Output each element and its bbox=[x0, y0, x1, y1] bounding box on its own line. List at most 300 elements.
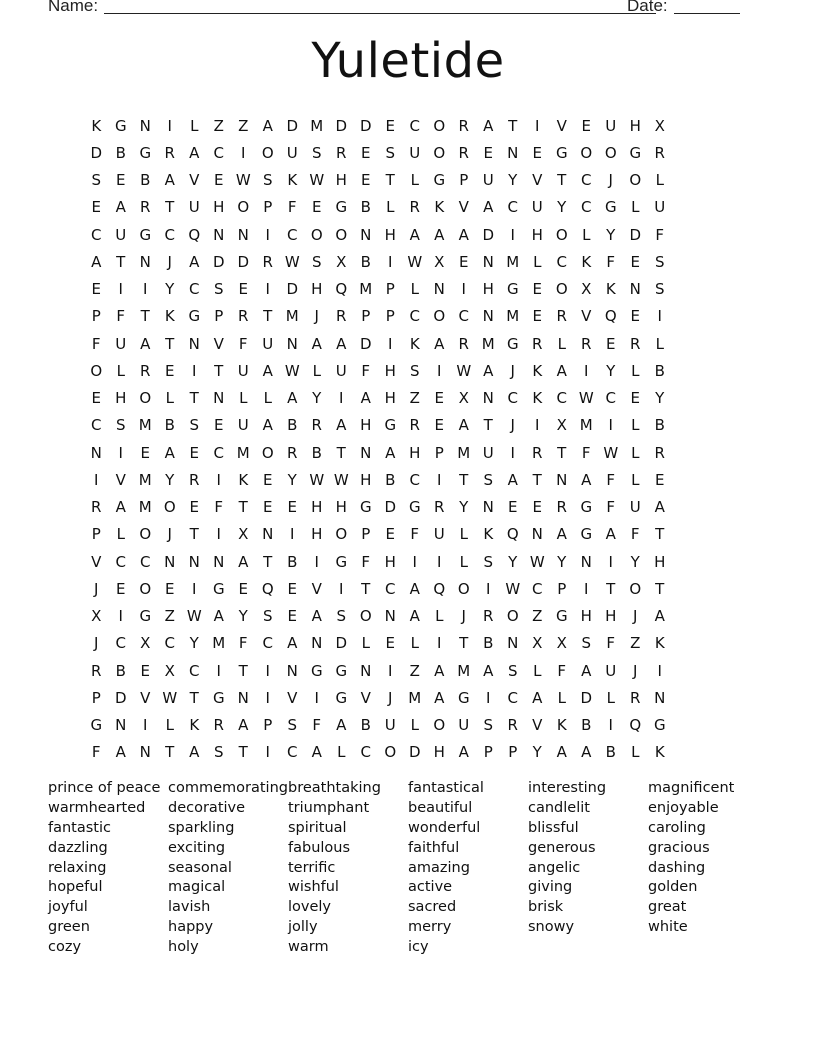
grid-letter: W bbox=[603, 443, 619, 462]
grid-letter: F bbox=[91, 743, 101, 762]
grid-letter: I bbox=[510, 443, 515, 462]
grid-letter: I bbox=[94, 470, 99, 489]
grid-letter: L bbox=[410, 280, 419, 299]
grid-letter: A bbox=[115, 198, 126, 217]
grid-letter: H bbox=[654, 552, 666, 571]
grid-letter: R bbox=[238, 307, 249, 326]
grid-letter: M bbox=[236, 443, 250, 462]
word-bank-word: gracious bbox=[648, 839, 710, 856]
grid-letter: I bbox=[535, 116, 540, 135]
grid-letter: C bbox=[385, 579, 396, 598]
grid-letter: L bbox=[533, 661, 542, 680]
word-bank-column bbox=[168, 779, 288, 958]
grid-letter: B bbox=[115, 143, 126, 162]
grid-letter: G bbox=[506, 334, 519, 353]
grid-letter: U bbox=[654, 198, 666, 217]
grid-letter: A bbox=[189, 252, 200, 271]
grid-letter: H bbox=[360, 416, 372, 435]
grid-letter: P bbox=[459, 171, 469, 190]
grid-letter: A bbox=[115, 498, 126, 517]
grid-letter: P bbox=[263, 198, 273, 217]
grid-letter: O bbox=[629, 171, 642, 190]
grid-letter: P bbox=[91, 307, 101, 326]
grid-letter: G bbox=[90, 716, 103, 735]
grid-letter: A bbox=[213, 607, 224, 626]
word-bank-word: angelic bbox=[528, 859, 581, 876]
grid-letter: H bbox=[580, 607, 592, 626]
grid-letter: Y bbox=[459, 498, 469, 517]
grid-row bbox=[84, 466, 732, 493]
grid-letter: I bbox=[216, 661, 221, 680]
grid-letter: C bbox=[164, 225, 175, 244]
grid-letter: U bbox=[237, 416, 249, 435]
grid-letter: D bbox=[286, 280, 299, 299]
grid-letter: I bbox=[510, 225, 515, 244]
grid-letter: I bbox=[461, 280, 466, 299]
grid-letter: B bbox=[311, 443, 322, 462]
grid-letter: L bbox=[435, 607, 444, 626]
grid-letter: J bbox=[510, 416, 515, 435]
grid-letter: G bbox=[139, 225, 152, 244]
grid-letter: U bbox=[531, 198, 543, 217]
grid-letter: A bbox=[238, 716, 249, 735]
grid-letter: G bbox=[457, 688, 470, 707]
grid-letter: F bbox=[116, 307, 126, 326]
grid-letter: W bbox=[309, 171, 325, 190]
grid-letter: D bbox=[335, 634, 348, 653]
grid-letter: A bbox=[483, 661, 494, 680]
grid-letter: A bbox=[581, 470, 592, 489]
grid-letter: Q bbox=[261, 579, 274, 598]
grid-letter: Z bbox=[409, 661, 420, 680]
grid-letter: M bbox=[579, 416, 593, 435]
grid-letter: V bbox=[140, 688, 151, 707]
grid-letter: H bbox=[311, 525, 323, 544]
grid-letter: O bbox=[335, 525, 348, 544]
word-bank-word: decorative bbox=[168, 799, 246, 816]
grid-letter: Z bbox=[164, 607, 175, 626]
grid-letter: A bbox=[507, 470, 518, 489]
grid-letter: I bbox=[437, 634, 442, 653]
grid-letter: N bbox=[139, 743, 151, 762]
grid-letter: R bbox=[409, 416, 420, 435]
grid-letter: I bbox=[241, 143, 246, 162]
grid-letter: O bbox=[433, 307, 446, 326]
grid-row bbox=[84, 112, 732, 139]
grid-letter: N bbox=[482, 307, 494, 326]
grid-letter: Z bbox=[630, 634, 641, 653]
grid-letter: I bbox=[388, 661, 393, 680]
grid-letter: L bbox=[312, 361, 321, 380]
grid-letter: W bbox=[284, 252, 300, 271]
word-bank-word: great bbox=[648, 899, 687, 916]
grid-letter: U bbox=[605, 116, 617, 135]
date-blank-line bbox=[674, 13, 740, 14]
grid-letter: I bbox=[535, 416, 540, 435]
word-bank-word: golden bbox=[648, 879, 698, 896]
grid-letter: O bbox=[433, 143, 446, 162]
grid-letter: P bbox=[385, 280, 395, 299]
grid-letter: E bbox=[630, 307, 640, 326]
grid-letter: B bbox=[360, 198, 371, 217]
grid-letter: Z bbox=[532, 607, 543, 626]
word-bank-word: snowy bbox=[528, 919, 575, 936]
grid-letter: S bbox=[581, 634, 592, 653]
grid-letter: D bbox=[237, 252, 250, 271]
grid-letter: N bbox=[531, 525, 543, 544]
word-bank-word: jolly bbox=[288, 919, 318, 936]
word-bank-word: lovely bbox=[288, 899, 332, 916]
grid-letter: G bbox=[335, 552, 348, 571]
grid-letter: I bbox=[608, 416, 613, 435]
grid-letter: E bbox=[434, 389, 444, 408]
grid-letter: U bbox=[482, 443, 494, 462]
grid-row bbox=[84, 494, 732, 521]
grid-letter: F bbox=[361, 361, 371, 380]
grid-letter: X bbox=[140, 634, 151, 653]
grid-letter: G bbox=[139, 143, 152, 162]
grid-letter: I bbox=[437, 361, 442, 380]
grid-letter: N bbox=[482, 498, 494, 517]
grid-letter: Z bbox=[238, 116, 249, 135]
grid-letter: Q bbox=[604, 307, 617, 326]
grid-letter: R bbox=[458, 143, 469, 162]
grid-letter: A bbox=[458, 225, 469, 244]
grid-letter: N bbox=[188, 334, 200, 353]
grid-letter: T bbox=[336, 443, 346, 462]
grid-letter: F bbox=[606, 252, 616, 271]
grid-letter: L bbox=[655, 334, 664, 353]
grid-letter: T bbox=[361, 579, 371, 598]
grid-letter: N bbox=[482, 252, 494, 271]
grid-letter: P bbox=[214, 307, 224, 326]
word-bank-column bbox=[408, 779, 528, 958]
grid-letter: B bbox=[115, 661, 126, 680]
grid-letter: M bbox=[457, 443, 471, 462]
grid-letter: K bbox=[189, 716, 200, 735]
grid-letter: A bbox=[311, 743, 322, 762]
grid-letter: J bbox=[633, 607, 638, 626]
word-bank-word: fabulous bbox=[288, 839, 351, 856]
grid-letter: O bbox=[555, 225, 568, 244]
grid-letter: A bbox=[581, 743, 592, 762]
grid-letter: I bbox=[118, 280, 123, 299]
grid-letter: L bbox=[410, 171, 419, 190]
grid-letter: L bbox=[557, 334, 566, 353]
grid-letter: A bbox=[238, 552, 249, 571]
grid-letter: N bbox=[360, 661, 372, 680]
grid-letter: B bbox=[360, 716, 371, 735]
grid-letter: K bbox=[409, 334, 420, 353]
grid-letter: U bbox=[115, 225, 127, 244]
grid-letter: C bbox=[507, 198, 518, 217]
grid-letter: M bbox=[506, 252, 520, 271]
grid-letter: C bbox=[91, 225, 102, 244]
grid-letter: I bbox=[584, 361, 589, 380]
word-bank-word: holy bbox=[168, 939, 199, 956]
grid-letter: L bbox=[361, 634, 370, 653]
grid-letter: L bbox=[582, 225, 591, 244]
grid-letter: Q bbox=[188, 225, 201, 244]
grid-letter: W bbox=[333, 470, 349, 489]
grid-letter: G bbox=[629, 143, 642, 162]
grid-letter: A bbox=[556, 361, 567, 380]
word-bank-word: triumphant bbox=[288, 799, 370, 816]
grid-letter: V bbox=[581, 307, 592, 326]
grid-letter: E bbox=[581, 116, 591, 135]
grid-letter: U bbox=[458, 716, 470, 735]
grid-letter: X bbox=[434, 252, 445, 271]
grid-letter: B bbox=[483, 634, 494, 653]
word-bank-word: magnificent bbox=[648, 780, 735, 796]
grid-letter: M bbox=[481, 334, 495, 353]
grid-letter: S bbox=[115, 416, 126, 435]
grid-letter: A bbox=[311, 607, 322, 626]
grid-letter: A bbox=[385, 443, 396, 462]
grid-letter: W bbox=[505, 579, 521, 598]
grid-letter: V bbox=[213, 334, 224, 353]
grid-letter: P bbox=[263, 716, 273, 735]
grid-letter: N bbox=[188, 552, 200, 571]
grid-letter: H bbox=[482, 280, 494, 299]
grid-letter: L bbox=[116, 525, 125, 544]
grid-letter: H bbox=[360, 470, 372, 489]
grid-letter: M bbox=[138, 416, 152, 435]
grid-letter: H bbox=[213, 198, 225, 217]
grid-letter: L bbox=[410, 634, 419, 653]
grid-letter: I bbox=[216, 525, 221, 544]
grid-letter: U bbox=[433, 525, 445, 544]
grid-letter: I bbox=[265, 661, 270, 680]
grid-letter: H bbox=[409, 443, 421, 462]
grid-letter: V bbox=[115, 470, 126, 489]
name-blank-line bbox=[104, 13, 656, 14]
word-bank-word: joyful bbox=[48, 899, 88, 916]
grid-letter: N bbox=[580, 552, 592, 571]
grid-letter: I bbox=[290, 525, 295, 544]
grid-letter: S bbox=[507, 661, 518, 680]
grid-letter: E bbox=[385, 525, 395, 544]
word-bank-word: dazzling bbox=[48, 839, 108, 856]
grid-letter: N bbox=[556, 470, 568, 489]
grid-letter: I bbox=[608, 552, 613, 571]
grid-letter: E bbox=[238, 579, 248, 598]
grid-row bbox=[84, 167, 732, 194]
grid-letter: R bbox=[458, 116, 469, 135]
grid-letter: C bbox=[360, 743, 371, 762]
grid-letter: C bbox=[213, 443, 224, 462]
grid-letter: A bbox=[336, 334, 347, 353]
grid-letter: U bbox=[262, 334, 274, 353]
grid-letter: T bbox=[606, 579, 616, 598]
grid-letter: A bbox=[434, 225, 445, 244]
grid-letter: T bbox=[655, 525, 665, 544]
grid-letter: L bbox=[190, 116, 199, 135]
grid-letter: N bbox=[384, 607, 396, 626]
grid-letter: R bbox=[91, 498, 102, 517]
grid-letter: P bbox=[434, 443, 444, 462]
grid-letter: S bbox=[336, 607, 347, 626]
word-bank-word: interesting bbox=[528, 780, 607, 796]
grid-letter: M bbox=[310, 116, 324, 135]
grid-letter: A bbox=[287, 634, 298, 653]
grid-letter: O bbox=[335, 225, 348, 244]
grid-letter: B bbox=[140, 171, 151, 190]
grid-letter: H bbox=[384, 361, 396, 380]
grid-letter: G bbox=[408, 498, 421, 517]
grid-letter: X bbox=[458, 389, 469, 408]
grid-letter: D bbox=[408, 743, 421, 762]
grid-letter: O bbox=[457, 579, 470, 598]
grid-letter: R bbox=[189, 470, 200, 489]
grid-letter: L bbox=[263, 389, 272, 408]
grid-letter: L bbox=[239, 389, 248, 408]
grid-letter: M bbox=[359, 280, 373, 299]
grid-letter: R bbox=[287, 443, 298, 462]
grid-letter: T bbox=[459, 634, 469, 653]
grid-letter: R bbox=[507, 716, 518, 735]
word-bank-word: merry bbox=[408, 919, 452, 936]
grid-letter: I bbox=[314, 688, 319, 707]
grid-letter: O bbox=[506, 607, 519, 626]
grid-letter: A bbox=[262, 361, 273, 380]
grid-letter: M bbox=[408, 688, 422, 707]
grid-letter: S bbox=[287, 716, 298, 735]
grid-row bbox=[84, 657, 732, 684]
grid-letter: O bbox=[433, 116, 446, 135]
grid-letter: T bbox=[165, 198, 175, 217]
grid-letter: L bbox=[459, 525, 468, 544]
grid-row bbox=[84, 603, 732, 630]
grid-letter: K bbox=[654, 743, 665, 762]
word-bank-word: dashing bbox=[648, 859, 706, 876]
grid-letter: E bbox=[214, 171, 224, 190]
word-bank-word: relaxing bbox=[48, 859, 107, 876]
grid-letter: I bbox=[657, 661, 662, 680]
grid-letter: E bbox=[116, 171, 126, 190]
grid-letter: A bbox=[409, 607, 420, 626]
grid-letter: V bbox=[532, 171, 543, 190]
grid-letter: I bbox=[265, 743, 270, 762]
grid-letter: J bbox=[633, 661, 638, 680]
grid-letter: E bbox=[385, 634, 395, 653]
grid-row bbox=[84, 739, 732, 766]
grid-letter: Q bbox=[506, 525, 519, 544]
grid-letter: B bbox=[581, 716, 592, 735]
grid-letter: E bbox=[630, 389, 640, 408]
grid-letter: P bbox=[385, 307, 395, 326]
grid-letter: E bbox=[385, 116, 395, 135]
grid-letter: F bbox=[361, 552, 371, 571]
grid-letter: U bbox=[237, 361, 249, 380]
grid-letter: A bbox=[458, 743, 469, 762]
grid-letter: X bbox=[532, 634, 543, 653]
grid-letter: G bbox=[139, 607, 152, 626]
grid-letter: P bbox=[91, 525, 101, 544]
grid-letter: F bbox=[655, 225, 665, 244]
grid-letter: C bbox=[262, 634, 273, 653]
grid-letter: E bbox=[91, 280, 101, 299]
grid-letter: G bbox=[653, 716, 666, 735]
grid-letter: R bbox=[336, 307, 347, 326]
grid-letter: O bbox=[629, 579, 642, 598]
grid-row bbox=[84, 276, 732, 303]
grid-letter: C bbox=[115, 634, 126, 653]
grid-letter: T bbox=[508, 116, 518, 135]
grid-letter: V bbox=[360, 688, 371, 707]
grid-letter: J bbox=[461, 607, 466, 626]
grid-letter: S bbox=[483, 552, 494, 571]
grid-letter: H bbox=[115, 389, 127, 408]
grid-letter: V bbox=[91, 552, 102, 571]
grid-letter: I bbox=[657, 307, 662, 326]
grid-letter: N bbox=[286, 661, 298, 680]
grid-row bbox=[84, 575, 732, 602]
grid-letter: F bbox=[238, 634, 248, 653]
grid-letter: A bbox=[581, 661, 592, 680]
grid-letter: B bbox=[605, 743, 616, 762]
grid-letter: Y bbox=[508, 552, 518, 571]
grid-letter: H bbox=[311, 280, 323, 299]
grid-letter: X bbox=[556, 416, 567, 435]
grid-letter: T bbox=[263, 552, 273, 571]
grid-letter: C bbox=[581, 171, 592, 190]
grid-letter: I bbox=[314, 552, 319, 571]
grid-letter: L bbox=[337, 743, 346, 762]
grid-letter: L bbox=[631, 443, 640, 462]
grid-row bbox=[84, 248, 732, 275]
grid-letter: L bbox=[606, 688, 615, 707]
grid-letter: C bbox=[581, 198, 592, 217]
grid-letter: H bbox=[311, 498, 323, 517]
grid-letter: D bbox=[482, 225, 495, 244]
grid-letter: I bbox=[118, 607, 123, 626]
grid-letter: L bbox=[533, 252, 542, 271]
grid-letter: O bbox=[261, 143, 274, 162]
grid-letter: K bbox=[532, 361, 543, 380]
grid-letter: B bbox=[654, 361, 665, 380]
grid-letter: E bbox=[434, 416, 444, 435]
grid-letter: P bbox=[91, 688, 101, 707]
grid-letter: B bbox=[385, 470, 396, 489]
grid-letter: C bbox=[507, 688, 518, 707]
grid-letter: G bbox=[114, 116, 127, 135]
grid-letter: T bbox=[557, 171, 567, 190]
grid-letter: A bbox=[483, 198, 494, 217]
grid-letter: A bbox=[654, 607, 665, 626]
word-bank-word: sacred bbox=[408, 899, 457, 916]
grid-letter: E bbox=[606, 334, 616, 353]
grid-letter: J bbox=[510, 361, 515, 380]
grid-letter: C bbox=[213, 143, 224, 162]
grid-letter: D bbox=[212, 252, 225, 271]
grid-letter: Z bbox=[213, 116, 224, 135]
word-bank-word: hopeful bbox=[48, 879, 103, 896]
grid-letter: R bbox=[458, 334, 469, 353]
grid-letter: E bbox=[361, 171, 371, 190]
grid-letter: R bbox=[556, 498, 567, 517]
grid-letter: Y bbox=[557, 198, 567, 217]
grid-letter: F bbox=[214, 498, 224, 517]
grid-letter: C bbox=[605, 389, 616, 408]
grid-row bbox=[84, 712, 732, 739]
grid-letter: K bbox=[581, 252, 592, 271]
grid-letter: N bbox=[213, 389, 225, 408]
grid-letter: K bbox=[654, 634, 665, 653]
grid-letter: A bbox=[360, 389, 371, 408]
grid-letter: L bbox=[165, 716, 174, 735]
grid-letter: H bbox=[433, 743, 445, 762]
